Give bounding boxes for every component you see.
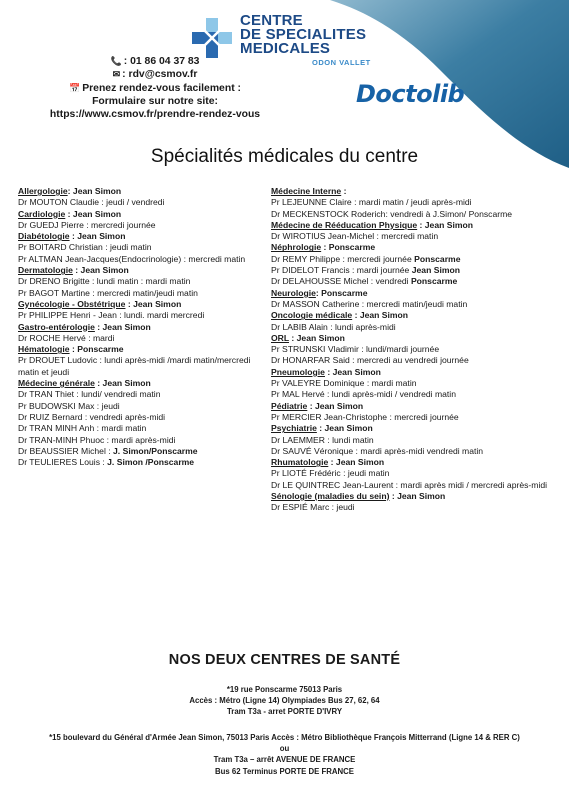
doctor-schedule: Dr ROCHE Hervé : mardi — [18, 332, 115, 343]
doctor-entry — [271, 435, 556, 446]
specialty-name: Médecine générale — [18, 378, 95, 389]
doctor-schedule: Dr MOUTON Claudie : jeudi / vendredi — [18, 197, 165, 208]
doctor-entry — [18, 412, 263, 423]
specialty-heading — [18, 231, 263, 242]
specialty-name: Rhumatologie — [271, 457, 329, 468]
specialty-block — [271, 242, 556, 287]
doctor-location: J. Simon /Ponscarme — [107, 457, 195, 468]
specialty-block — [271, 491, 556, 514]
specialty-block — [18, 265, 263, 299]
doctor-entry — [18, 220, 263, 231]
doctor-schedule: Dr TEULIERES Louis : — [18, 457, 108, 468]
specialty-block — [18, 186, 263, 209]
doctor-schedule: Dr SAUVÉ Véronique : mardi après-midi vendredi matin — [271, 445, 484, 456]
doctor-schedule: Dr LE QUINTREC Jean-Laurent : mardi après midi / mercredi après-midi — [271, 479, 548, 490]
doctor-entry — [271, 378, 556, 389]
specialty-heading — [271, 333, 556, 344]
specialty-heading — [18, 378, 263, 389]
rdv-form-line: Formulaire sur notre site: — [92, 95, 218, 107]
doctor-entry — [18, 355, 263, 378]
specialty-name: Dermatologie — [18, 265, 73, 276]
specialty-heading — [18, 344, 263, 355]
doctor-schedule: Dr DRENO Brigitte : lundi matin : mardi matin — [18, 276, 191, 287]
specialty-heading — [18, 299, 263, 310]
calendar-icon: 📅 — [68, 82, 81, 93]
doctor-schedule: Pr LEJEUNNE Claire : mardi matin / jeudi après-midi — [271, 197, 472, 208]
specialty-block — [271, 457, 556, 491]
doctor-entry — [18, 310, 263, 321]
phone-icon: 📞 — [110, 56, 122, 66]
doctor-location: Jean Simon — [411, 265, 460, 276]
specialty-heading — [271, 423, 556, 434]
specialty-location: : Jean Simon — [324, 366, 381, 377]
doctor-schedule: Dr TRAN MINH Anh : mardi matin — [18, 423, 147, 434]
center-ponscarme-address: *19 rue Ponscarme 75013 Paris Accès : Métro (Ligne 14) Olympiades Bus 27, 62, 64 Tram T3a - arret PORTE D'IVRY — [189, 685, 380, 717]
specialty-block — [18, 322, 263, 345]
specialty-block — [271, 186, 556, 220]
specialty-heading — [271, 242, 556, 253]
doctor-entry — [18, 254, 263, 265]
doctor-schedule: Pr MAL Hervé : lundi après-midi / vendredi matin — [271, 389, 456, 400]
doctor-entry — [271, 355, 556, 366]
specialty-heading — [18, 265, 263, 276]
specialty-heading — [271, 220, 556, 231]
specialty-location: : Jean Simon — [94, 321, 151, 332]
specialty-block — [18, 209, 263, 232]
specialty-block — [18, 344, 263, 378]
doctor-entry — [18, 423, 263, 434]
doctor-entry — [18, 333, 263, 344]
specialty-name: Gynécologie - Obstétrique — [18, 298, 126, 309]
doctor-entry — [18, 446, 263, 457]
specialty-location: : Jean Simon — [417, 219, 474, 230]
doctor-entry — [18, 457, 263, 468]
specialty-name: Sénologie (maladies du sein) — [271, 491, 390, 502]
doctor-entry — [271, 412, 556, 423]
doctor-schedule: Pr DROUET Ludovic : lundi après-midi /mardi matin/mercredi matin et jeudi — [18, 355, 251, 377]
specialty-block — [271, 333, 556, 367]
page-title: Spécialités médicales du centre — [150, 146, 419, 167]
doctor-schedule: Pr ALTMAN Jean-Jacques(Endocrinologie) : mercredi matin — [18, 253, 246, 264]
medical-cross-logo-icon — [190, 16, 234, 60]
specialty-block — [18, 299, 263, 322]
specialty-name: Médecine de Rééducation Physique — [271, 219, 418, 230]
doctor-location: Ponscarme — [410, 276, 458, 287]
specialty-name: Médecine Interne — [271, 186, 342, 196]
rdv-url[interactable]: https://www.csmov.fr/prendre-rendez-vous — [49, 109, 261, 121]
logo-wordmark: CENTRE DE SPECIALITES MEDICALES — [240, 12, 367, 57]
specialty-heading — [271, 186, 556, 197]
rdv-line: 📅 Prenez rendez-vous facilement : — [68, 82, 241, 94]
doctor-schedule: Dr MASSON Catherine : mercredi matin/jeudi matin — [271, 298, 468, 309]
doctor-schedule: Dr LAEMMER : lundi matin — [271, 434, 374, 445]
doctor-schedule: Dr LABIB Alain : lundi après-midi — [271, 321, 396, 332]
specialty-location: : Jean Simon — [67, 186, 122, 196]
specialty-name: Gastro-entérologie — [18, 321, 95, 332]
doctor-entry — [18, 197, 263, 208]
doctor-schedule: Dr WIROTIUS Jean-Michel : mercredi matin — [271, 231, 439, 242]
doctor-schedule: Dr BEAUSSIER Michel : — [18, 445, 114, 456]
doctor-entry — [271, 231, 556, 242]
doctor-schedule: Dr MECKENSTOCK Roderich: vendredi à J.Simon/ Ponscarme — [271, 208, 513, 219]
doctor-schedule: Pr MERCIER Jean-Christophe : mercredi journée — [271, 411, 459, 422]
specialty-heading — [18, 322, 263, 333]
doctor-entry — [271, 209, 556, 220]
doctor-schedule: Pr BAGOT Martine : mercredi matin/jeudi matin — [18, 287, 198, 298]
specialty-block — [18, 378, 263, 468]
specialty-block — [271, 423, 556, 457]
doctor-entry — [271, 197, 556, 208]
doctor-entry — [271, 468, 556, 479]
specialty-name: Pneumologie — [271, 366, 325, 377]
doctor-schedule: Dr ESPIÉ Marc : jeudi — [271, 502, 355, 513]
specialty-heading — [18, 209, 263, 220]
email-icon: ✉ — [112, 69, 121, 80]
doctor-entry — [18, 435, 263, 446]
specialty-location: : Jean Simon — [69, 231, 126, 242]
doctor-entry — [18, 389, 263, 400]
doctor-entry — [18, 401, 263, 412]
specialty-block — [271, 401, 556, 424]
doctor-entry — [271, 265, 556, 276]
doctor-entry — [18, 276, 263, 287]
specialty-heading — [271, 401, 556, 412]
specialty-location: : Jean Simon — [389, 491, 446, 502]
specialty-block — [18, 231, 263, 265]
specialty-heading — [18, 186, 263, 197]
doctor-entry — [18, 288, 263, 299]
doctor-entry — [18, 242, 263, 253]
specialty-location: : Jean Simon — [328, 457, 385, 468]
specialty-heading — [271, 367, 556, 378]
specialty-location: : Ponscarme — [69, 344, 124, 355]
specialty-name: Diabétologie — [18, 231, 70, 242]
specialty-block — [271, 220, 556, 243]
doctolib-logo: Doctolib — [356, 80, 465, 108]
specialty-name: Neurologie — [271, 287, 316, 298]
specialty-block — [271, 367, 556, 401]
specialty-location: : Jean Simon — [307, 400, 364, 411]
doctor-schedule: Pr PHILIPPE Henri - Jean : lundi. mardi mercredi — [18, 310, 205, 321]
centers-title: NOS DEUX CENTRES DE SANTÉ — [168, 652, 401, 668]
doctor-schedule: Pr VALEYRE Dominique : mardi matin — [271, 378, 417, 389]
specialty-location: : Ponscarme — [315, 287, 368, 298]
doctor-schedule: Pr STRUNSKI Vladimir : lundi/mardi journée — [271, 344, 440, 355]
specialty-name: ORL — [271, 332, 289, 343]
doctor-entry — [271, 446, 556, 457]
doctor-entry — [271, 480, 556, 491]
specialties-right-column — [271, 186, 556, 514]
doctor-location: Ponscarme — [414, 253, 461, 264]
specialty-block — [271, 310, 556, 333]
specialty-location: : Jean Simon — [125, 298, 182, 309]
doctor-entry — [271, 502, 556, 513]
specialty-name: Hématologie — [18, 344, 70, 355]
specialty-location: : — [341, 186, 347, 196]
specialty-heading — [271, 310, 556, 321]
doctor-schedule: Pr BOITARD Christian : jeudi matin — [18, 242, 152, 253]
doctor-schedule: Dr TRAN-MINH Phuoc : mardi après-midi — [18, 434, 176, 445]
specialty-name: Néphrologie — [271, 242, 322, 253]
specialty-location: : Jean Simon — [65, 208, 122, 219]
specialty-name: Pédiatrie — [271, 400, 308, 411]
doctor-schedule: Dr RUIZ Bernard : vendredi après-midi — [18, 411, 166, 422]
specialty-heading — [271, 457, 556, 468]
specialty-heading — [271, 288, 556, 299]
doctor-entry — [271, 344, 556, 355]
center-jean-simon-address: *15 boulevard du Général d'Armée Jean Simon, 75013 Paris Accès : Métro Bibliothèque François Mitterrand (Ligne 14 & RER C) ou Tram T3a – arrêt AVENUE DE FRANCE Bus 62 Terminus PORTE DE FRANCE — [49, 733, 520, 776]
doctor-location: J. Simon/Ponscarme — [113, 445, 198, 456]
specialty-heading — [271, 491, 556, 502]
specialty-location: : Ponscarme — [321, 242, 376, 253]
specialty-name: Oncologie médicale — [271, 310, 353, 321]
doctor-entry — [271, 322, 556, 333]
specialty-location: : Jean Simon — [289, 332, 345, 343]
doctor-entry — [271, 299, 556, 310]
specialty-location: : Jean Simon — [316, 423, 373, 434]
doctor-schedule: Pr DIDELOT Francis : mardi journée — [271, 265, 412, 276]
doctor-entry — [271, 389, 556, 400]
doctor-schedule: Dr DELAHOUSSE Michel : vendredi — [271, 276, 411, 287]
specialty-name: Allergologie — [18, 186, 68, 196]
doctor-schedule: Dr REMY Philippe : mercredi journée — [271, 253, 415, 264]
doctor-schedule: Dr HONARFAR Said : mercredi au vendredi journée — [271, 355, 469, 366]
doctor-schedule: Dr TRAN Thiet : lundi/ vendredi matin — [18, 389, 161, 400]
specialty-block — [271, 288, 556, 311]
doctor-schedule: Pr LIOTÉ Frédéric : jeudi matin — [271, 468, 390, 479]
specialty-name: Cardiologie — [18, 208, 66, 219]
phone-line: 📞 : 01 86 04 37 83 — [110, 56, 200, 67]
email-line: ✉ : rdv@csmov.fr — [112, 69, 198, 81]
logo-subtitle: ODON VALLET — [312, 58, 371, 67]
doctor-schedule: Dr GUEDJ Pierre : mercredi journée — [18, 219, 156, 230]
specialties-left-column — [18, 186, 263, 468]
specialty-location: : Jean Simon — [94, 378, 151, 389]
contact-block — [0, 55, 310, 121]
specialty-location: : Jean Simon — [352, 310, 409, 321]
doctor-entry — [271, 254, 556, 265]
doctor-schedule: Pr BUDOWSKI Max : jeudi — [18, 400, 120, 411]
specialty-name: Psychiatrie — [271, 423, 317, 434]
doctor-entry — [271, 276, 556, 287]
specialty-location: : Jean Simon — [72, 265, 129, 276]
